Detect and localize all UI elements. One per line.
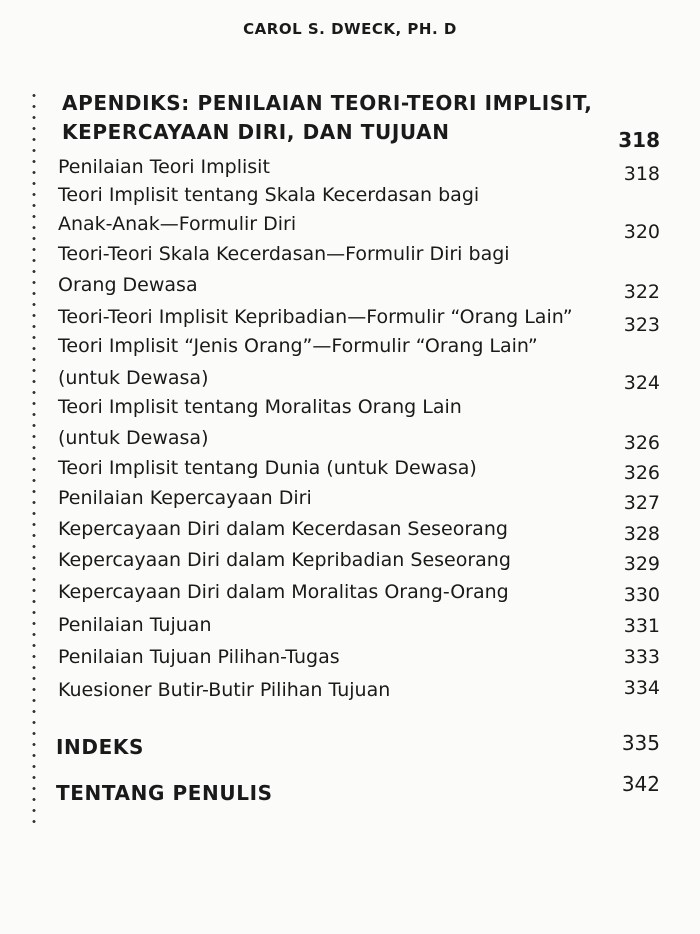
toc-entry-line: Teori Implisit tentang Dunia (untuk Dewasa) (58, 457, 477, 479)
toc-entry-line: (untuk Dewasa) (58, 367, 209, 389)
toc-entry-line: Teori Implisit tentang Moralitas Orang Lain (58, 396, 462, 418)
toc-entry-line: Orang Dewasa (58, 274, 198, 296)
appendix-page-number: 318 (618, 128, 660, 152)
section-page-tentang-penulis: 342 (621, 772, 660, 796)
section-title-indeks: INDEKS (56, 735, 144, 759)
toc-entry-page-number: 326 (623, 462, 660, 484)
toc-entry-line: Kepercayaan Diri dalam Kepribadian Seseorang (58, 549, 511, 571)
toc-entry-line: Kuesioner Butir-Butir Pilihan Tujuan (58, 679, 391, 701)
toc-entry-line: Teori Implisit “Jenis Orang”—Formulir “Orang Lain” (58, 335, 538, 357)
toc-entry-page-number: 324 (623, 372, 660, 394)
section-title-tentang-penulis: TENTANG PENULIS (56, 781, 273, 805)
toc-entry-page-number: 327 (623, 492, 660, 514)
toc-entry-page-number: 329 (623, 553, 660, 575)
toc-entry-line: Teori-Teori Skala Kecerdasan—Formulir Diri bagi (58, 243, 510, 265)
toc-entry-page-number: 323 (623, 314, 660, 336)
toc-entry-line: Teori Implisit tentang Skala Kecerdasan bagi (58, 184, 480, 206)
toc-entry-page-number: 334 (623, 677, 660, 699)
toc-entry-page-number: 333 (623, 646, 660, 668)
toc-entry-line: Penilaian Tujuan Pilihan-Tugas (58, 646, 340, 668)
toc-entry-line: Penilaian Tujuan (58, 614, 212, 636)
toc-entry-line: Penilaian Teori Implisit (58, 156, 270, 178)
toc-entry-line: (untuk Dewasa) (58, 427, 209, 449)
appendix-title-line2: KEPERCAYAAN DIRI, DAN TUJUAN (62, 120, 450, 144)
toc-entry-line: Penilaian Kepercayaan Diri (58, 487, 312, 509)
toc-entry-page-number: 318 (623, 163, 660, 185)
toc-entry-page-number: 320 (623, 221, 660, 243)
toc-entry-page-number: 331 (623, 615, 660, 637)
toc-entry-page-number: 328 (623, 523, 660, 545)
toc-entry-line: Anak-Anak—Formulir Diri (58, 213, 297, 235)
appendix-title-line1: APENDIKS: PENILAIAN TEORI-TEORI IMPLISIT, (62, 91, 593, 115)
toc-entry-page-number: 322 (623, 281, 660, 303)
toc-entry-line: Kepercayaan Diri dalam Moralitas Orang-Orang (58, 581, 509, 603)
toc-entry-line: Teori-Teori Implisit Kepribadian—Formulir “Orang Lain” (58, 306, 573, 328)
toc-entry-line: Kepercayaan Diri dalam Kecerdasan Seseorang (58, 518, 508, 540)
section-page-indeks: 335 (621, 731, 660, 755)
toc-entry-page-number: 330 (623, 584, 660, 606)
toc-entry-page-number: 326 (623, 432, 660, 454)
running-header: CAROL S. DWECK, PH. D (243, 20, 457, 38)
